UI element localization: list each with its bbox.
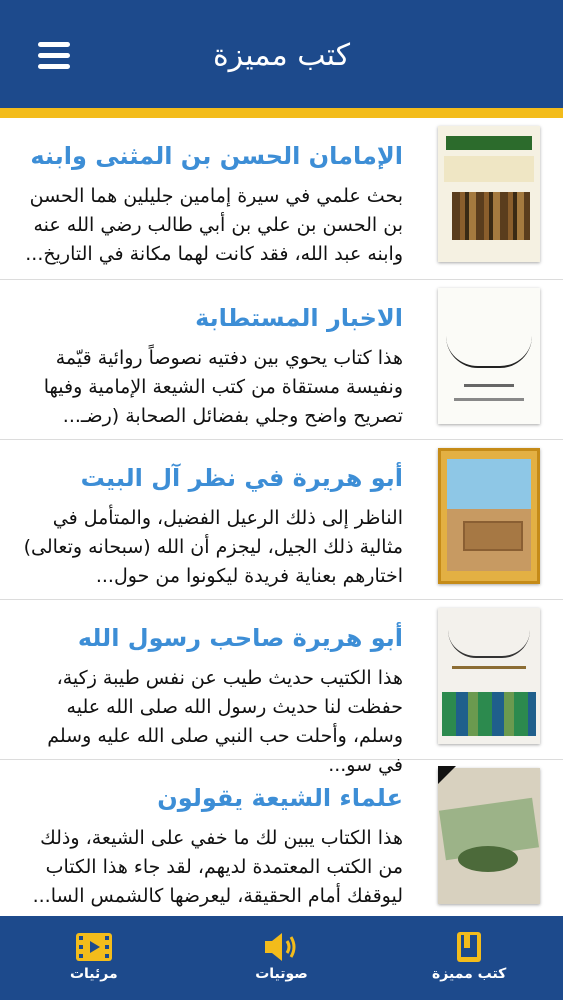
book-cover [438,126,540,262]
nav-video[interactable] [0,916,188,1000]
list-item[interactable] [0,280,563,440]
book-description: هذا كتاب يحوي بين دفتيه نصوصاً روائية قيّمة ونفيسة مستقاة من كتب الشيعة الإمامية وفيها تصريح واضح وجلي بفضائل الصحابة (رضـ... [43,347,403,427]
nav-label: مرئيات [69,966,118,982]
book-title: أبو هريرة صاحب رسول الله [77,624,403,652]
film-icon [74,930,114,968]
list-item[interactable] [0,760,563,920]
nav-label: صوتيات [255,966,308,982]
list-item[interactable] [0,440,563,600]
bottom-nav [0,916,563,1000]
book-cover [438,768,540,904]
book-description: الناظر إلى ذلك الرعيل الفضيل، والمتأمل في مثالية ذلك الجيل، ليجزم أن الله (سبحانه وتعالى) اختارهم بعناية فريدة ليكونوا من حول... [23,507,403,587]
list-item[interactable] [0,600,563,776]
nav-label: كتب مميزة [432,966,507,982]
speaker-icon [262,930,300,968]
book-icon [454,930,484,968]
list-item[interactable] [0,118,563,280]
app-header [0,0,563,108]
page-title: كتب مميزة [212,38,351,73]
book-title: الاخبار المستطابة [195,304,403,332]
book-description: هذا الكتيب حديث طيب عن نفس طيبة زكية، حفظت لنا حديث رسول الله صلى الله عليه وسلم، وأحلت حب النبي صلى الله عليه وسلم في سو... [47,667,403,776]
book-title: الإمامان الحسن بن المثنى وابنه [30,142,403,170]
book-cover [438,288,540,424]
header-accent-stripe [0,108,563,118]
nav-audio[interactable] [188,916,376,1000]
book-title: أبو هريرة في نظر آل البيت [80,464,403,492]
ribbon-icon [438,766,456,784]
book-cover [438,608,540,744]
book-cover [438,448,540,584]
book-description: هذا الكتاب يبين لك ما خفي على الشيعة، وذلك من الكتب المعتمدة لديهم، لقد جاء هذا الكتاب ليوقفك أمام الحقيقة، ليعرضها كالشمس السا... [32,827,403,907]
book-description: بحث علمي في سيرة إمامين جليلين هما الحسن بن الحسن بن علي بن أبي طالب رضي الله عنه وابنه عبد الله، فقد كانت لهما مكانة في التاريخ... [25,185,403,265]
book-title: علماء الشيعة يقولون [157,784,403,812]
book-list [0,118,563,915]
nav-featured-books[interactable] [375,916,563,1000]
